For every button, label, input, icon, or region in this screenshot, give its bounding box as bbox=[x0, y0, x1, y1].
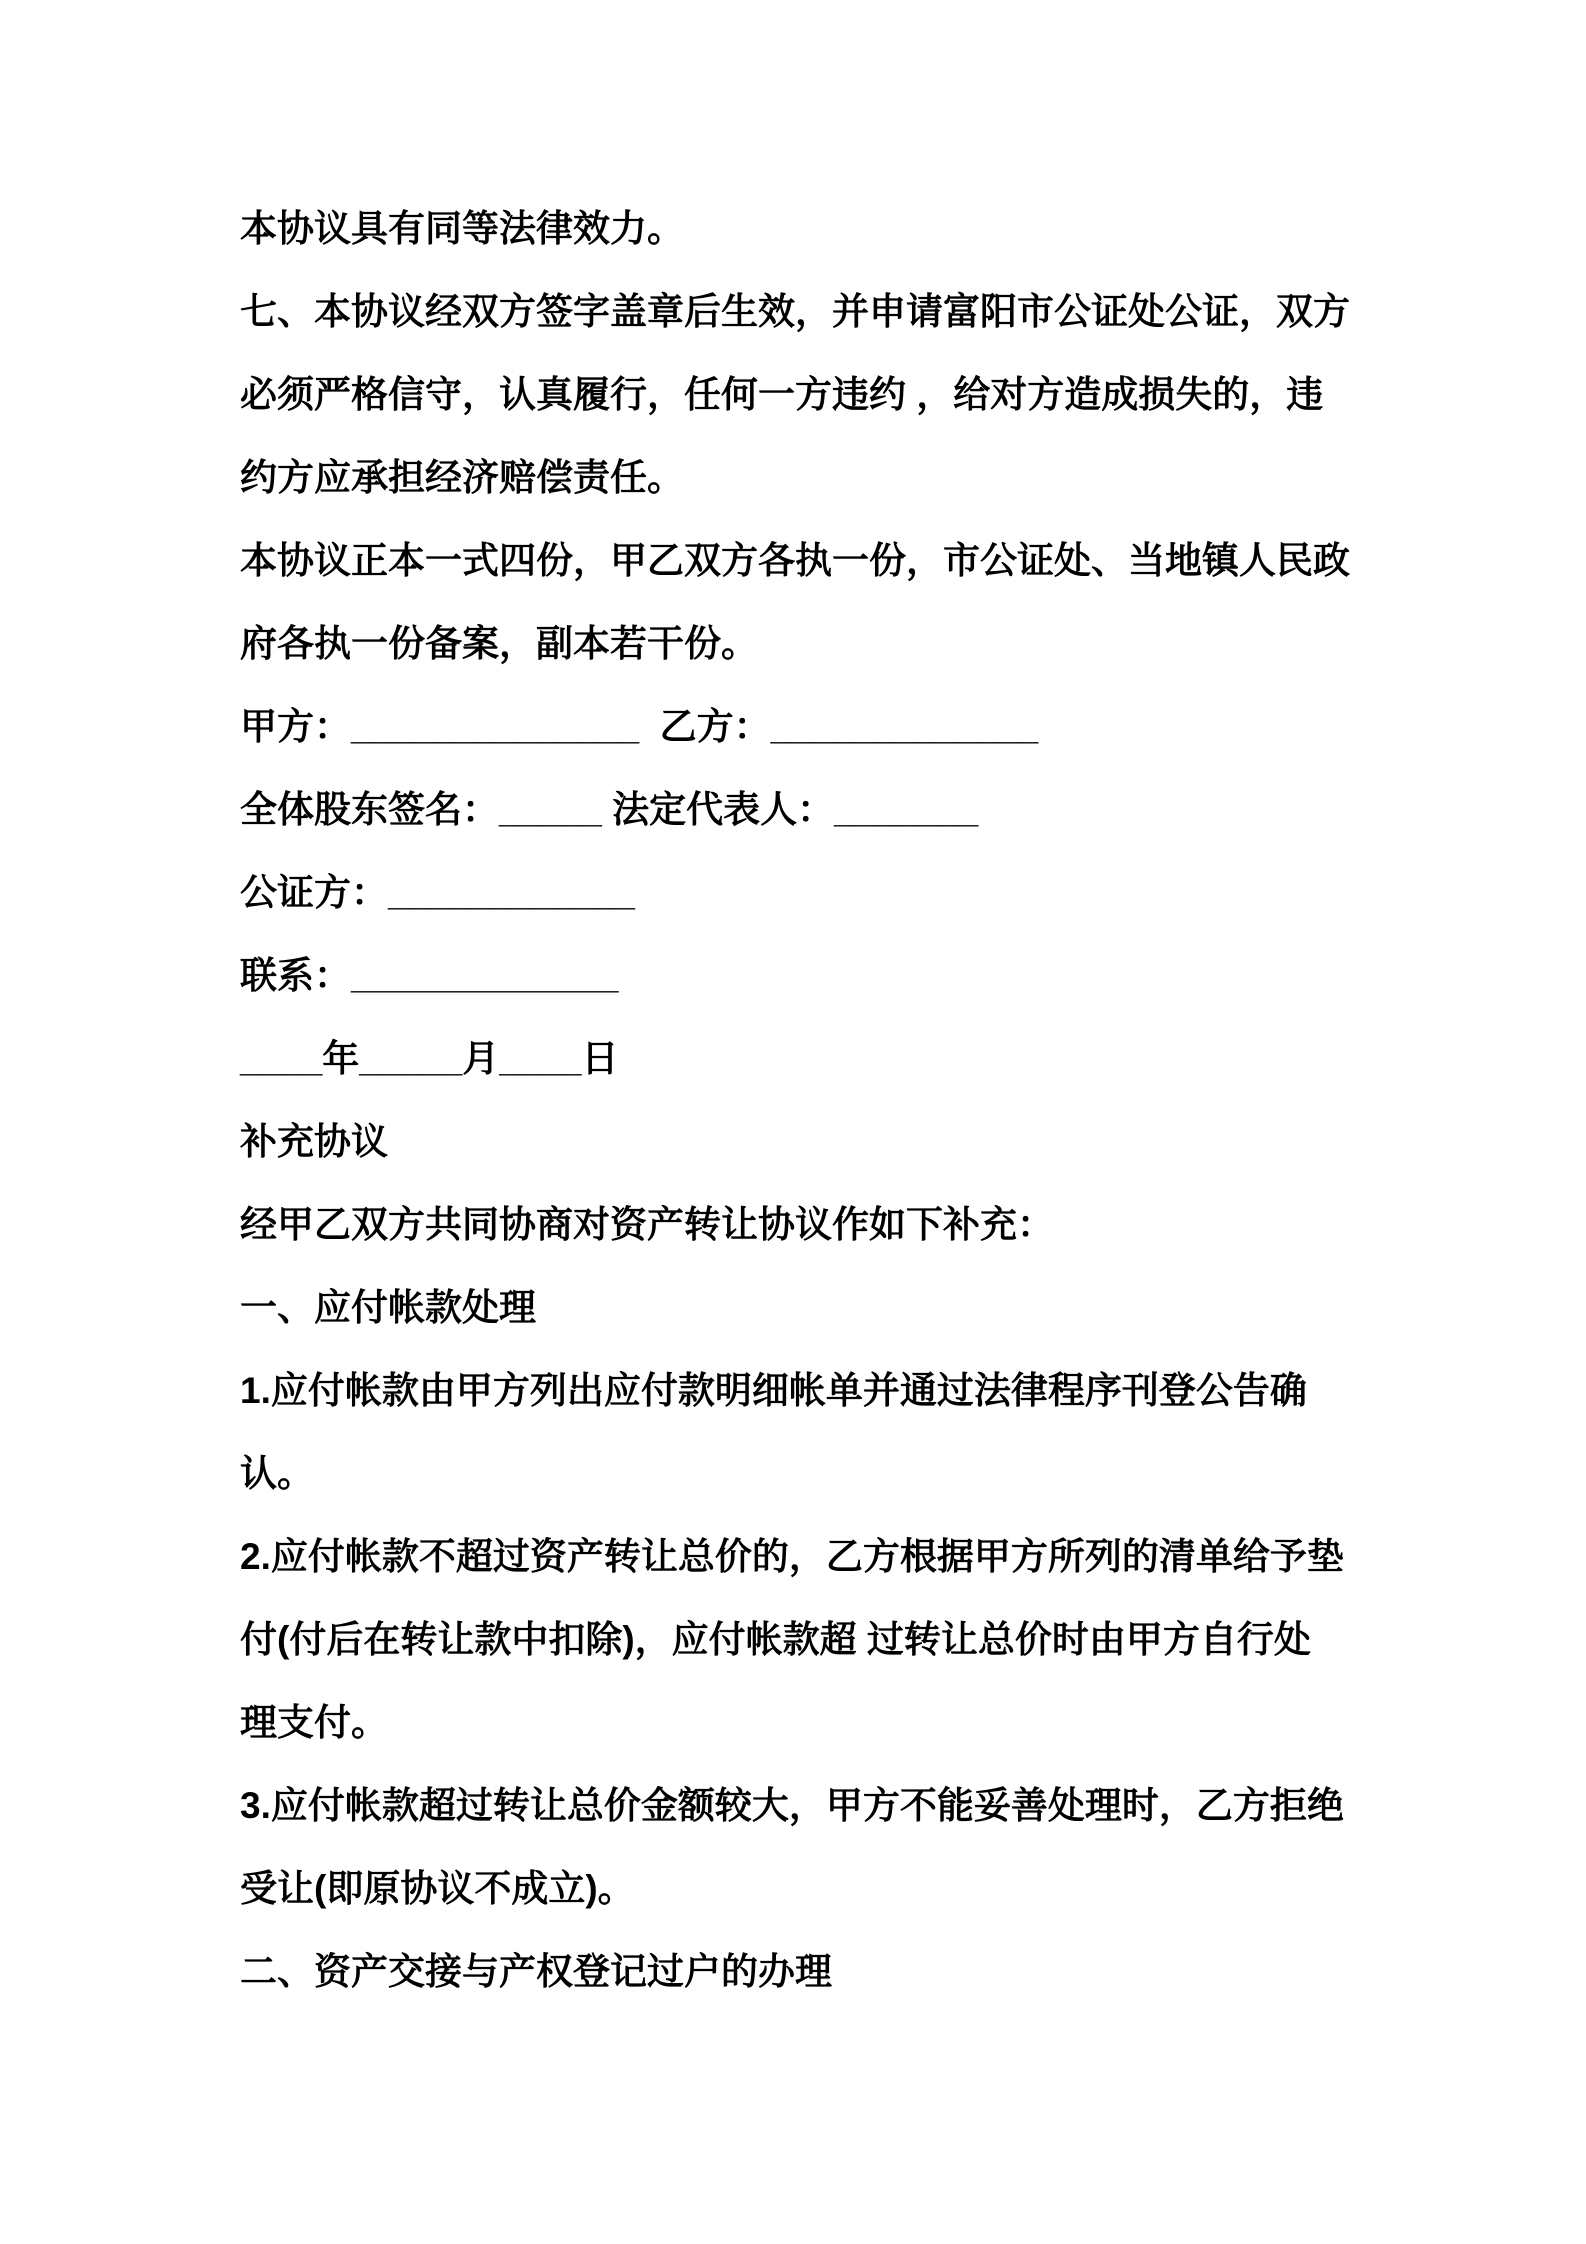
item-2-line: 理支付。 bbox=[240, 1702, 388, 1743]
shareholder-legal-rep-line: 全体股东签名：_____ 法定代表人：_______ bbox=[240, 789, 979, 830]
item-2-line: 付(付后在转让款中扣除)，应付帐款超 过转让总价时由甲方自行处 bbox=[240, 1619, 1311, 1660]
contract-text-block bbox=[240, 187, 1430, 2013]
party-signature-line: 甲方：______________ 乙方：_____________ bbox=[240, 706, 1039, 747]
item-1-line: 1.应付帐款由甲方列出应付款明细帐单并通过法律程序刊登公告确 bbox=[240, 1370, 1307, 1411]
item-1-line: 认。 bbox=[240, 1453, 314, 1494]
clause-7-line: 必须严格信守，认真履行，任何一方违约 ，给对方造成损失的，违 bbox=[240, 374, 1324, 415]
supplement-title: 补充协议 bbox=[240, 1121, 388, 1162]
clause-7-line: 约方应承担经济赔偿责任。 bbox=[240, 457, 684, 498]
item-3-line: 受让(即原协议不成立)。 bbox=[240, 1868, 635, 1909]
section-2-heading: 二、资产交接与产权登记过户的办理 bbox=[240, 1951, 832, 1992]
copies-clause-line: 府各执一份备案，副本若干份。 bbox=[240, 623, 758, 664]
notary-line: 公证方：____________ bbox=[240, 872, 635, 913]
contact-line: 联系：_____________ bbox=[240, 955, 619, 996]
copies-clause-line: 本协议正本一式四份，甲乙双方各执一份，市公证处、当地镇人民政 bbox=[240, 540, 1350, 581]
clause-line: 本协议具有同等法律效力。 bbox=[240, 208, 684, 249]
item-2-line: 2.应付帐款不超过资产转让总价的，乙方根据甲方所列的清单给予垫 bbox=[240, 1536, 1344, 1577]
item-3-line: 3.应付帐款超过转让总价金额较大，甲方不能妥善处理时，乙方拒绝 bbox=[240, 1785, 1344, 1826]
supplement-intro-line: 经甲乙双方共同协商对资产转让协议作如下补充： bbox=[240, 1204, 1054, 1245]
section-1-heading: 一、应付帐款处理 bbox=[240, 1287, 536, 1328]
date-line: ____年_____月____日 bbox=[240, 1038, 619, 1079]
clause-7-line: 七、本协议经双方签字盖章后生效，并申请富阳市公证处公证，双方 bbox=[240, 291, 1350, 332]
